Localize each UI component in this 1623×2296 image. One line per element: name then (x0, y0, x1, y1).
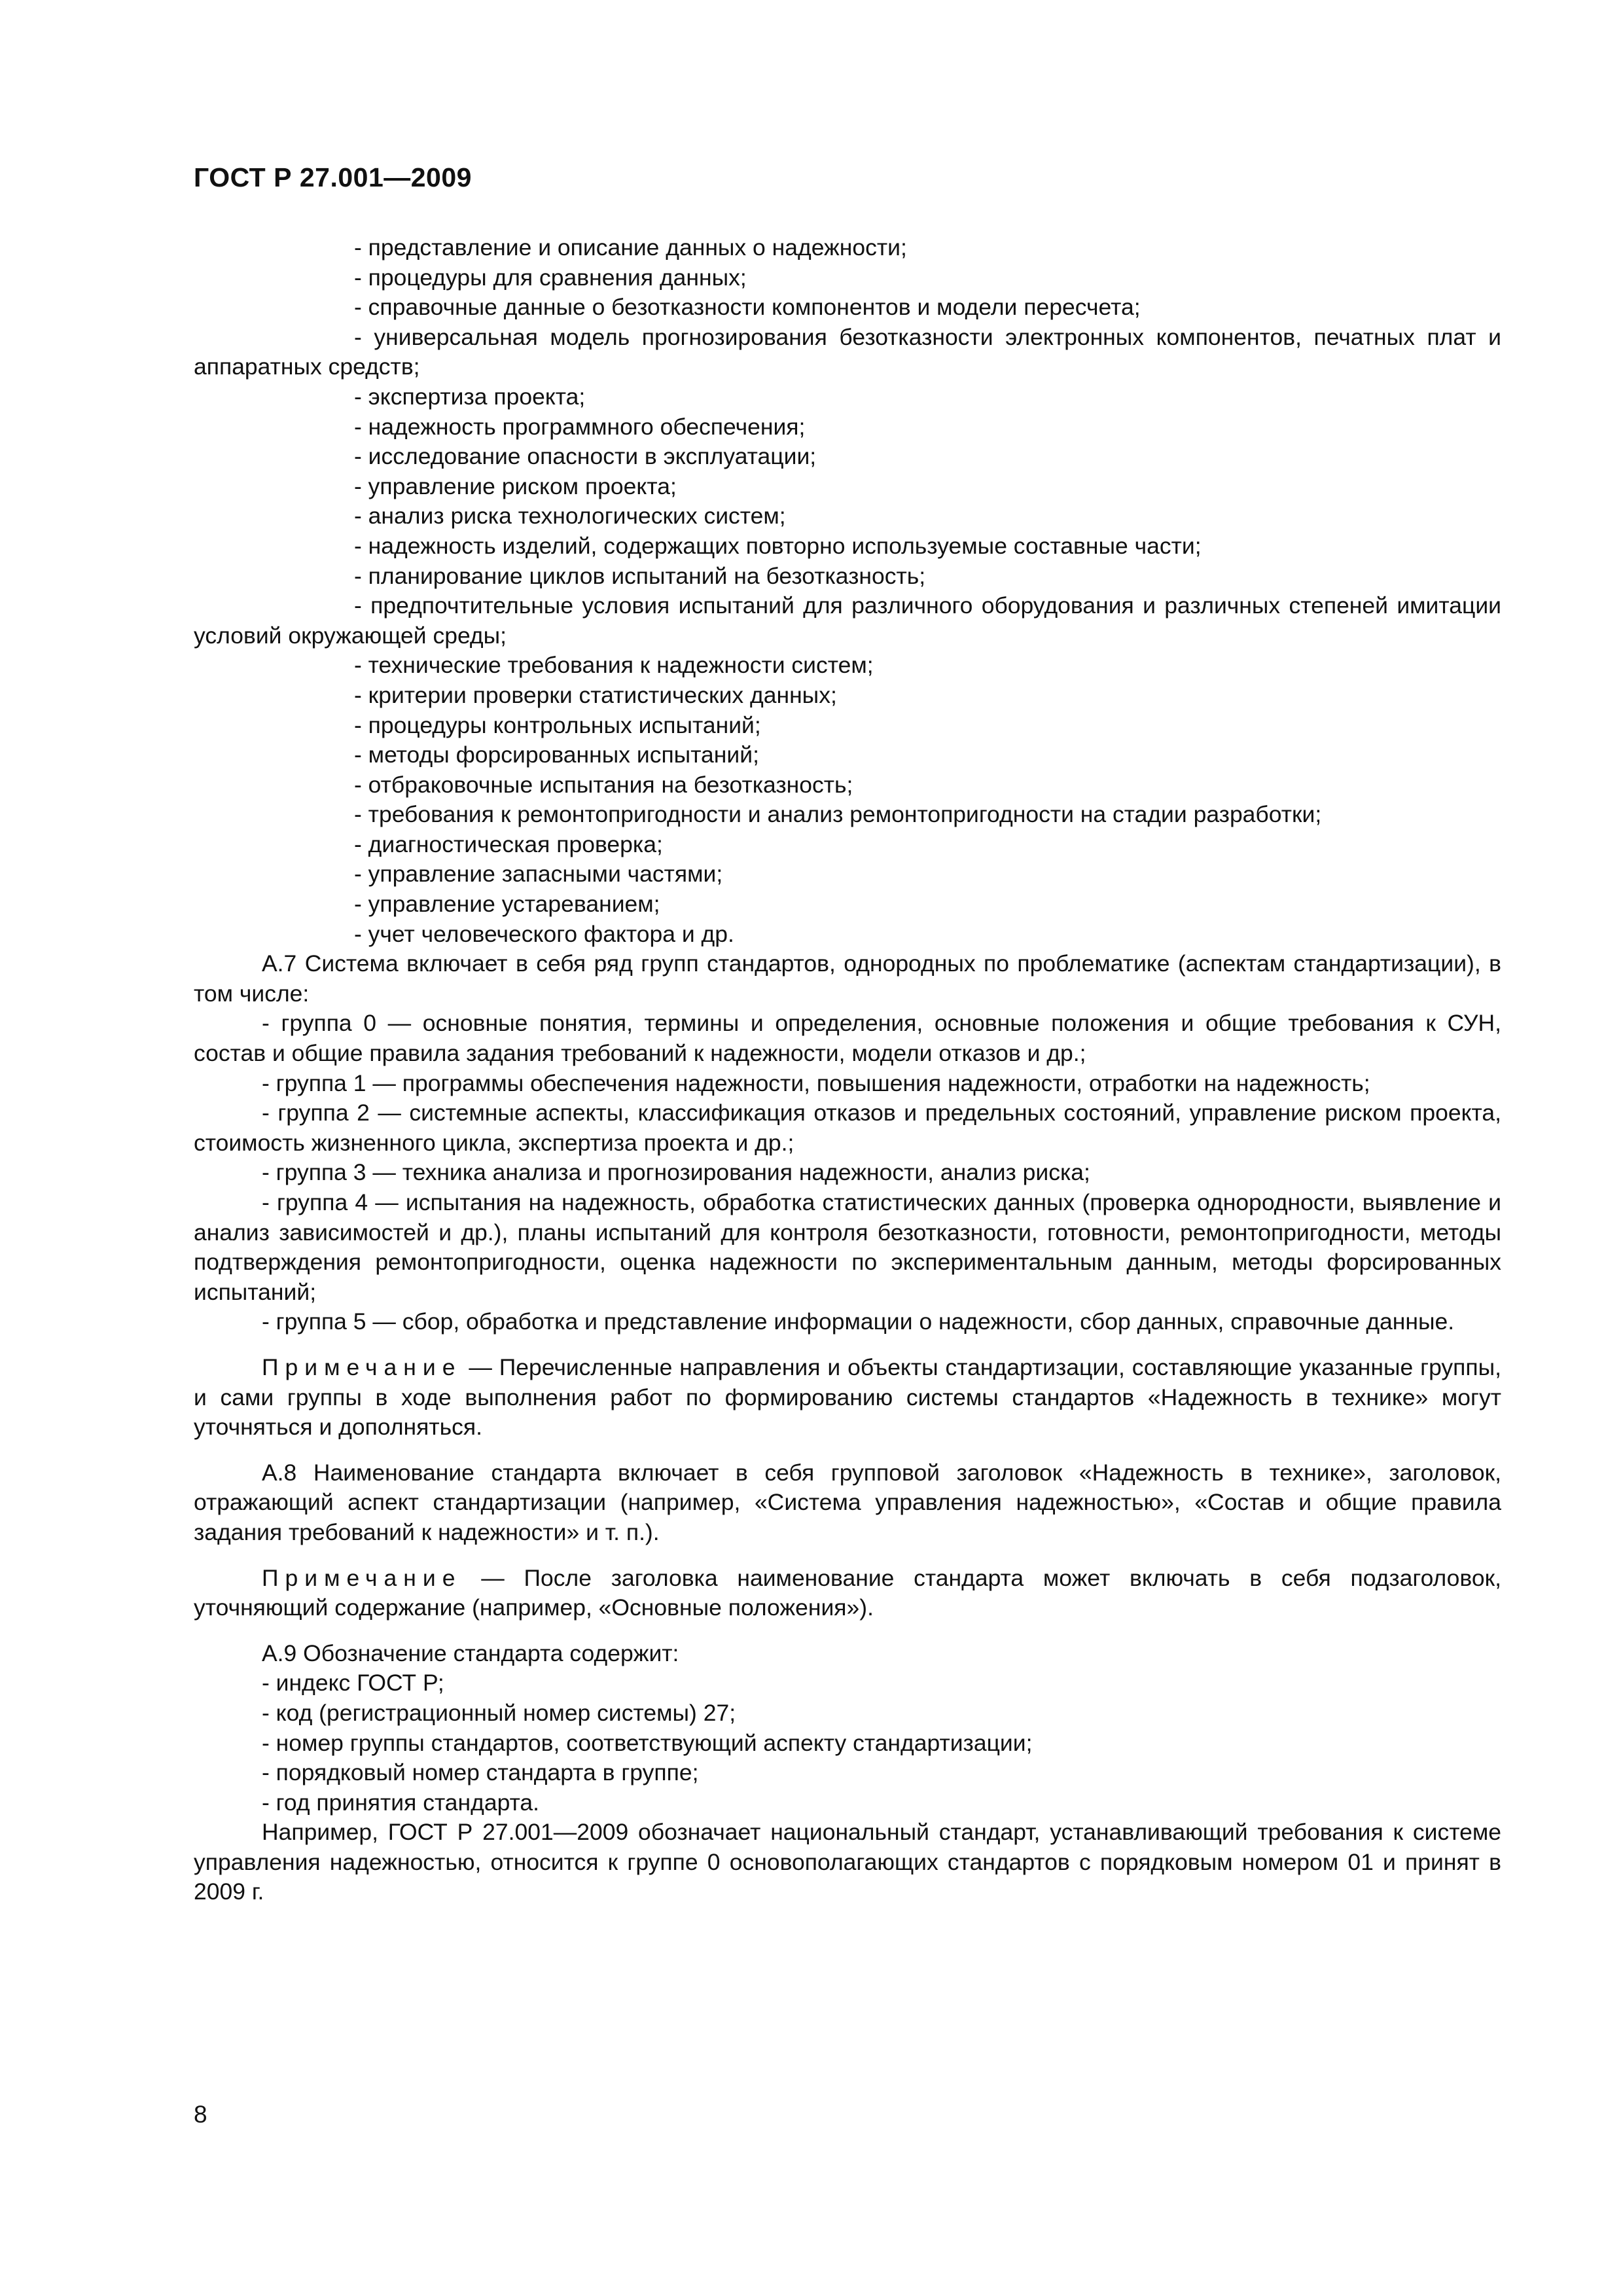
list-item: - универсальная модель прогнозирования безотказности электронных компонентов, печатных плат и аппаратных средств; (194, 323, 1501, 380)
list-item: - управление запасными частями; (354, 861, 723, 888)
list-item: - процедуры контрольных испытаний; (354, 711, 761, 738)
group-item: - группа 0 — основные понятия, термины и определения, основные положения и общие требования к СУН, состав и общие правила задания требований к надежности, модели отказов и др.; (194, 1010, 1501, 1067)
a9-intro: А.9 Обозначение стандарта содержит: (262, 1640, 679, 1666)
group-item: - группа 4 — испытания на надежность, обработка статистических данных (проверка однородности, выявление и анализ зависимостей и др.), планы испытаний для контроля безотказности, готовности, ремонтопригодности, методы подтверждения ремонтопригодности, оценка надежности по экспериментальным данным, методы форсированных испытаний; (194, 1189, 1501, 1305)
list-item: - технические требования к надежности систем; (354, 652, 874, 679)
list-item: - требования к ремонтопригодности и анализ ремонтопригодности на стадии разработки; (354, 801, 1322, 828)
list-item: - диагностическая проверка; (354, 831, 663, 857)
section-a8: А.8 Наименование стандарта включает в себя групповой заголовок «Надежность в технике», заголовок, отражающий аспект стандартизации (например, «Система управления надежностью», «Состав и общие правила задания требований к надежности» и т. п.). (194, 1459, 1501, 1545)
note-text: — Перечисленные направления и объекты стандартизации, составляющие указанные группы, и сами группы в ходе выполнения работ по формированию системы стандартов «Надежность в технике» могут уточняться и дополняться. (194, 1354, 1501, 1441)
list-item: - надежность изделий, содержащих повторно используемые составные части; (354, 532, 1202, 559)
note-label: Примечание (262, 1354, 462, 1380)
list-item: - экспертиза проекта; (354, 383, 586, 410)
group-item: - группа 1 — программы обеспечения надежности, повышения надежности, отработки на надежность; (262, 1069, 1370, 1096)
list-item: - анализ риска технологических систем; (354, 503, 786, 529)
document-code: ГОСТ Р 27.001—2009 (194, 162, 472, 192)
designation-item: - год принятия стандарта. (262, 1789, 540, 1816)
list-item: - управление риском проекта; (354, 473, 677, 499)
list-item: - отбраковочные испытания на безотказность; (354, 771, 853, 798)
section-a7 (194, 949, 1501, 1337)
designation-item: - номер группы стандартов, соответствующий аспекту стандартизации; (262, 1729, 1033, 1756)
list-item: - предпочтительные условия испытаний для различного оборудования и различных степеней имитации условий окружающей среды; (194, 592, 1501, 649)
group-item: - группа 2 — системные аспекты, классификация отказов и предельных состояний, управление риском проекта, стоимость жизненного цикла, экспертиза проекта и др.; (194, 1100, 1501, 1156)
designation-item: - порядковый номер стандарта в группе; (262, 1759, 699, 1786)
list-item: - процедуры для сравнения данных; (354, 264, 747, 291)
list-item: - надежность программного обеспечения; (354, 413, 806, 440)
list-item: - учет человеческого фактора и др. (354, 920, 734, 947)
list-item: - методы форсированных испытаний; (354, 742, 759, 768)
list-item: - критерии проверки статистических данных; (354, 681, 837, 708)
note-label: Примечание (262, 1564, 462, 1591)
a7-intro: А.7 Система включает в себя ряд групп стандартов, однородных по проблематике (аспектам стандартизации), в том числе: (194, 950, 1501, 1007)
note-1 (194, 1353, 1501, 1443)
list-item: - исследование опасности в эксплуатации; (354, 443, 817, 470)
group-item: - группа 5 — сбор, обработка и представление информации о надежности, сбор данных, справочные данные. (262, 1308, 1455, 1335)
group-item: - группа 3 — техника анализа и прогнозирования надежности, анализ риска; (262, 1159, 1090, 1186)
note-2 (194, 1564, 1501, 1623)
section-a9 (194, 1639, 1501, 1907)
designation-item: - индекс ГОСТ Р; (262, 1670, 444, 1696)
list-item: - представление и описание данных о надежности; (354, 234, 907, 260)
designation-item: - код (регистрационный номер системы) 27; (262, 1699, 736, 1726)
page-number: 8 (194, 2101, 207, 2128)
list-item: - управление устареванием; (354, 891, 660, 918)
list-item: - планирование циклов испытаний на безотказность; (354, 562, 926, 589)
a9-example: Например, ГОСТ Р 27.001—2009 обозначает национальный стандарт, устанавливающий требования к системе управления надежностью, относится к группе 0 основополагающих стандартов с порядковым номером 01 и принят в 2009 г. (194, 1819, 1501, 1905)
list-item: - справочные данные о безотказности компонентов и модели пересчета; (354, 294, 1141, 321)
note-text: — После заголовка наименование стандарта может включать в себя подзаголовок, уточняющий содержание (например, «Основные положения»). (194, 1564, 1501, 1621)
topic-list (194, 233, 1501, 949)
page-body (194, 233, 1501, 1907)
